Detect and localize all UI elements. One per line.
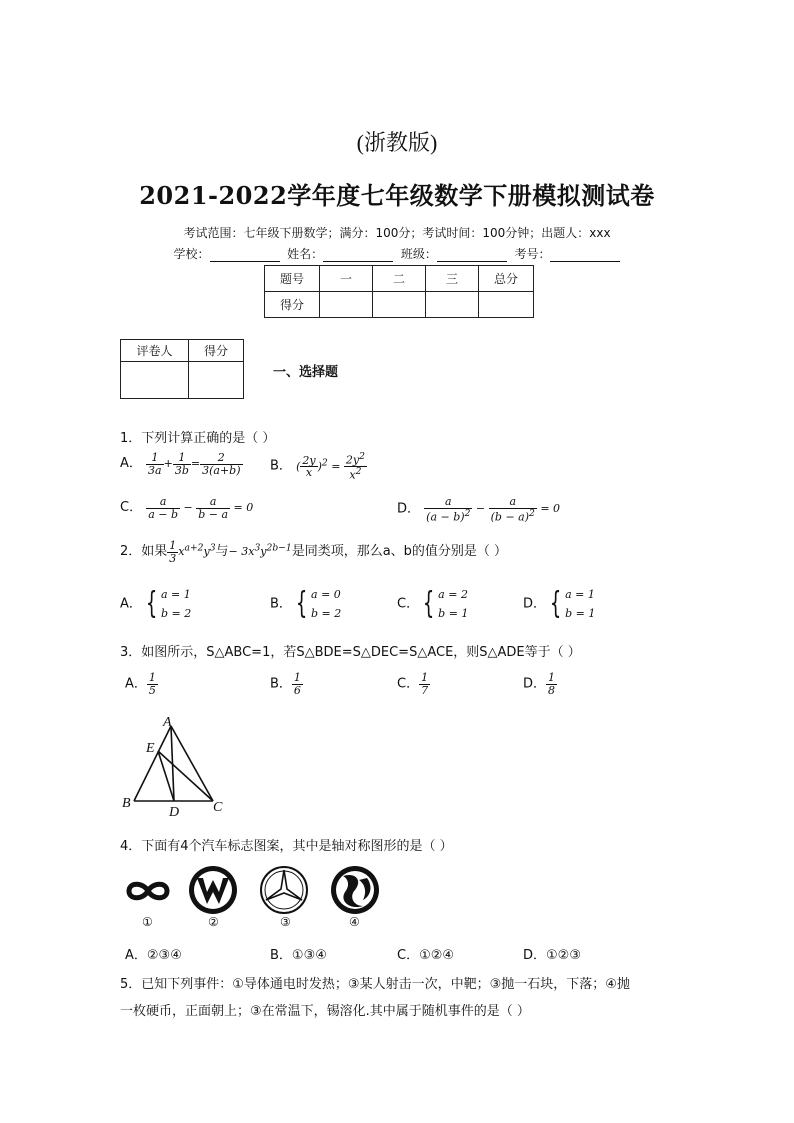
q3-triangle-figure (118, 714, 228, 820)
q4-option-d (523, 944, 581, 963)
q3-a-den: 5 (148, 683, 156, 697)
score-cell (373, 292, 426, 318)
q3-d-den: 8 (548, 683, 556, 697)
student-fields (0, 245, 794, 262)
q3-b-den: 6 (293, 683, 301, 697)
q2-b-eq1: a = 0 (311, 588, 341, 601)
q2-a-eq1: a = 1 (161, 588, 191, 601)
option-label: C． (120, 500, 143, 516)
q3-stem: 3．如图所示，S△ABC=1，若S△BDE=S△DEC=S△ACE，则S△ADE等于（ ） (120, 645, 581, 660)
option-label: B． (270, 458, 292, 474)
score-row-label: 得分 (265, 292, 320, 318)
q2-stem-post: 是同类项，那么a、b的值分别是（ ） (291, 544, 508, 560)
exam-info: 考试范围：七年级下册数学；满分：100分；考试时间：100分钟；出题人：xxx (183, 226, 611, 240)
option-label: B． (270, 596, 292, 612)
grader-table (120, 339, 244, 399)
score-table (264, 265, 534, 318)
q5-line1: 5．已知下列事件：①导体通电时发热；③某人射击一次，中靶；③抛一石块，下落；④抛 (120, 977, 630, 992)
q2-option-a: A． { a = 1 b = 2 (120, 586, 192, 621)
q3-option-c: C． $\frac{1}{7}$ (397, 671, 429, 697)
option-label: A． (125, 676, 147, 692)
score-header: 三 (426, 266, 479, 292)
swirl-logo-icon (329, 864, 381, 916)
q5-line2: 一枚硬币，正面朝上；③在常温下，锡溶化.其中属于随机事件的是（ ） (120, 1004, 530, 1019)
option-label: C． (397, 596, 420, 612)
option-label: B． (270, 676, 292, 692)
option-label: A． (120, 456, 142, 472)
q4-option-b (270, 944, 327, 963)
name-blank (323, 249, 393, 262)
q2-d-eq1: a = 1 (565, 588, 595, 601)
q2-option-b: B． { a = 0 b = 2 (270, 586, 342, 621)
point-label-c: C (213, 800, 223, 815)
option-label: C． (397, 948, 420, 963)
field-name-label: 姓名： (287, 247, 324, 261)
q4-d-text: ①②③ (546, 948, 581, 963)
star-logo-icon (258, 864, 310, 916)
q2-stem-pre: 2．如果 (120, 544, 168, 560)
q2-a-eq2: b = 2 (161, 607, 192, 620)
edition-label: (浙教版) (356, 130, 438, 155)
section-title: 一、选择题 (273, 365, 339, 380)
q3-option-b: B． $\frac{1}{6}$ (270, 671, 301, 697)
option-label: A． (125, 948, 147, 963)
option-label: C． (397, 676, 420, 692)
q4-a-text: ②③④ (146, 948, 182, 963)
score-header: 二 (373, 266, 426, 292)
q2-b-eq2: b = 2 (311, 607, 342, 620)
q2-option-d: D． { a = 1 b = 1 (523, 586, 596, 621)
grader-cell (121, 362, 189, 399)
logo-label-2: ② (208, 915, 219, 929)
q1-option-a: A． $\frac{1}{3a}$ + $\frac{1}{3b}$ = $\frac{2}{3(a+b)}$ (120, 451, 241, 477)
score-header: 题号 (265, 266, 320, 292)
q4-option-c (397, 944, 454, 963)
class-blank (437, 249, 507, 262)
q3-option-a: A． $\frac{1}{5}$ (125, 671, 156, 697)
score-header: 总分 (479, 266, 534, 292)
id-blank (550, 249, 620, 262)
vw-logo-icon (187, 864, 239, 916)
q1-option-b: B． ( $\frac{2y}{x}$ )$^2$ = $\frac{2y^2}{x^2}$ (270, 451, 365, 482)
option-label: A． (120, 596, 142, 612)
option-label: B． (270, 948, 292, 963)
option-label: D． (523, 596, 547, 612)
point-label-e: E (146, 741, 155, 756)
field-id-label: 考号： (514, 247, 551, 261)
q4-c-text: ①②④ (419, 948, 455, 963)
logo-label-3: ③ (280, 915, 291, 929)
q3-c-den: 7 (421, 683, 429, 697)
q2-c-eq2: b = 1 (438, 607, 469, 620)
q2-option-c: C． { a = 2 b = 1 (397, 586, 469, 621)
q2-d-eq2: b = 1 (565, 607, 596, 620)
q1-option-c: C． $\frac{a}{a - b}$ − $\frac{a}{b - a}$ = 0 (120, 495, 254, 521)
q2-stem: 2．如果 $\frac{1}{3}$ $x^{a+2}y^3$与− $3x^3y^{2b-1}$是同类项，那么a、b的值分别是（ ） (120, 539, 508, 565)
field-school-label: 学校： (173, 247, 210, 261)
point-label-b: B (122, 796, 131, 811)
score-header: 一 (320, 266, 373, 292)
option-label: D． (523, 948, 547, 963)
score-cell (426, 292, 479, 318)
q4-b-text: ①③④ (291, 948, 327, 963)
q4-stem: 4．下面有4个汽车标志图案，其中是轴对称图形的是（ ） (120, 839, 453, 854)
grader-cell (189, 362, 244, 399)
field-class-label: 班级： (400, 247, 437, 261)
q3-option-d: D． $\frac{1}{8}$ (523, 671, 556, 697)
q4-option-a (125, 944, 182, 963)
point-label-a: A (163, 715, 172, 730)
logo-label-4: ④ (349, 915, 360, 929)
page-title: 2021-2022学年度七年级数学下册模拟测试卷 (139, 181, 655, 210)
q2-c-eq1: a = 2 (438, 588, 468, 601)
score-cell (320, 292, 373, 318)
option-label: D． (523, 676, 547, 692)
school-blank (210, 249, 280, 262)
infiniti-logo-icon (125, 878, 171, 904)
q1-option-d: D． $\frac{a}{(a - b)^2}$ − $\frac{a}{(b - a)^2}$ = 0 (397, 495, 561, 524)
grader-header: 得分 (189, 340, 244, 362)
q1-stem: 1．下列计算正确的是（ ） (120, 431, 276, 446)
logo-label-1: ① (142, 915, 153, 929)
grader-header: 评卷人 (121, 340, 189, 362)
q2-stem-mid: 与 (215, 544, 229, 560)
option-label: D． (397, 501, 421, 517)
point-label-d: D (169, 805, 180, 820)
score-cell (479, 292, 534, 318)
